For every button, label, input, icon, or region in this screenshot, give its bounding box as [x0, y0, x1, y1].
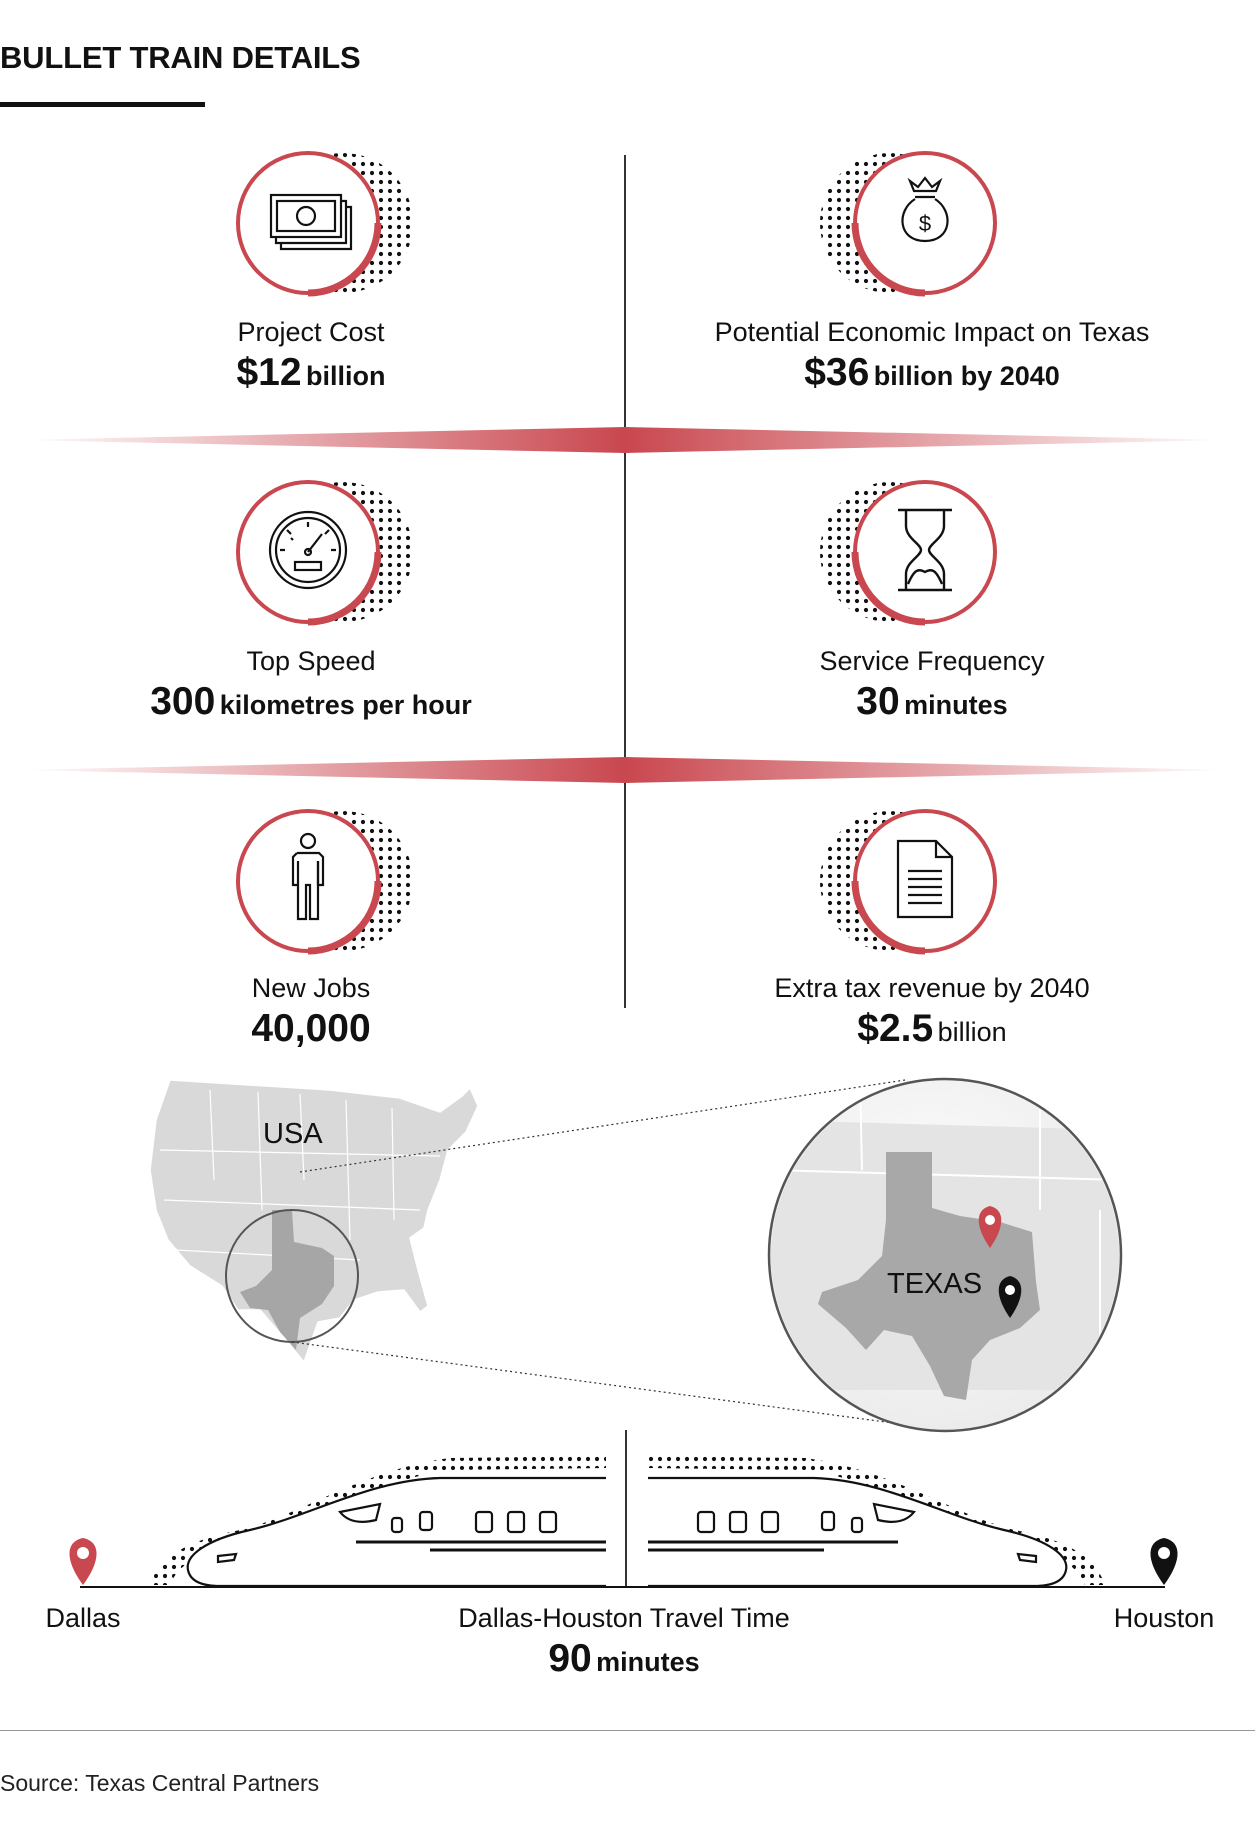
- travel-value: 90: [548, 1637, 592, 1680]
- stat-economic-impact: [715, 314, 1150, 404]
- stat-value: $36: [804, 351, 870, 394]
- person-icon: [225, 801, 415, 961]
- stat-unit: billion: [306, 361, 386, 391]
- page-title: BULLET TRAIN DETAILS: [0, 40, 361, 75]
- stat-value: $12: [236, 351, 302, 394]
- destination-pin-icon: [1150, 1538, 1177, 1585]
- stat-service-frequency: [819, 643, 1044, 733]
- destination-label: Houston: [1113, 1603, 1215, 1633]
- source-note: Source: Texas Central Partners: [0, 1770, 320, 1796]
- stat-value: $2.5: [857, 1007, 934, 1050]
- cash-icon: [225, 143, 415, 303]
- stat-label: Extra tax revenue by 2040: [774, 973, 1090, 1003]
- footer-divider: [0, 1730, 1255, 1731]
- stat-label: Potential Economic Impact on Texas: [714, 317, 1150, 347]
- stat-unit: minutes: [904, 690, 1008, 720]
- texas-label: TEXAS: [887, 1268, 983, 1300]
- stat-project-cost: [236, 314, 385, 404]
- title-underline: [0, 102, 205, 107]
- stat-value: 30: [856, 680, 900, 723]
- divider-band-2: [20, 757, 1230, 783]
- stat-unit: kilometres per hour: [219, 690, 472, 720]
- stat-value: 40,000: [251, 1007, 371, 1050]
- stat-value: 300: [150, 680, 216, 723]
- train-graphic: [0, 1420, 1257, 1600]
- stat-tax-revenue: [774, 970, 1089, 1060]
- money-bag-icon: [818, 143, 1008, 303]
- map-graphic: [0, 1060, 1257, 1450]
- center-divider: [624, 155, 626, 1008]
- stat-unit: billion by 2040: [873, 361, 1060, 391]
- origin-label: Dallas: [45, 1603, 121, 1633]
- speedometer-icon: [225, 472, 415, 632]
- svg-text:$: $: [918, 211, 932, 236]
- document-icon: [818, 801, 1008, 961]
- stat-label: New Jobs: [251, 973, 371, 1003]
- stat-label: Top Speed: [246, 646, 376, 676]
- usa-label: USA: [263, 1118, 323, 1150]
- travel-unit: minutes: [596, 1647, 700, 1677]
- stat-label: Service Frequency: [819, 646, 1045, 676]
- stat-new-jobs: [251, 970, 370, 1060]
- travel-label: Dallas-Houston Travel Time: [458, 1603, 790, 1633]
- stat-unit: billion: [937, 1017, 1007, 1047]
- travel-time: [458, 1600, 790, 1690]
- stat-label: Project Cost: [237, 317, 385, 347]
- hourglass-icon: [818, 472, 1008, 632]
- stat-top-speed: [150, 643, 472, 733]
- origin-pin-icon: [69, 1538, 96, 1585]
- divider-band-1: [20, 427, 1230, 453]
